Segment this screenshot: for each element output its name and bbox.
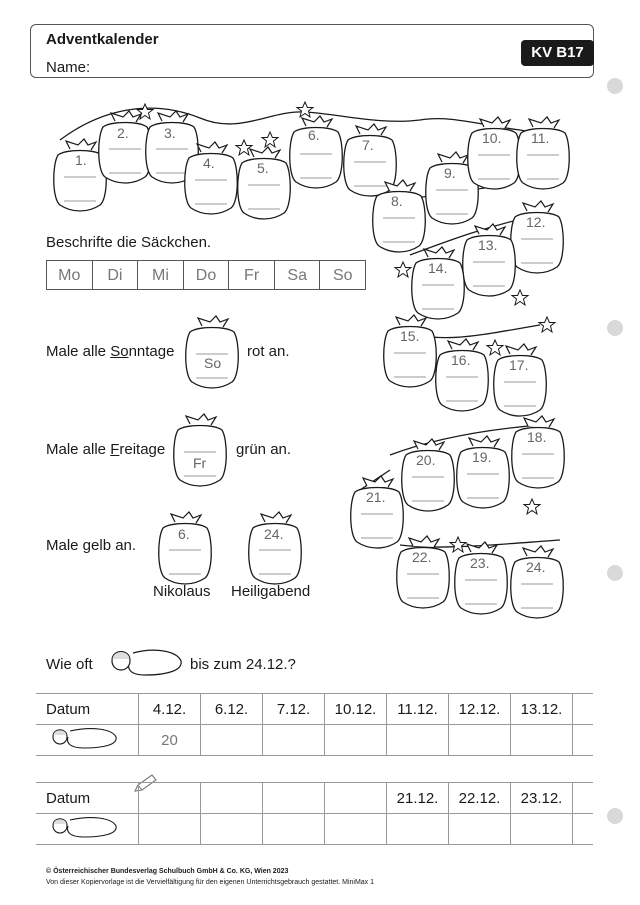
answer-cell[interactable] (511, 725, 573, 756)
date-cell: 6.12. (201, 694, 263, 725)
answer-cell[interactable] (449, 725, 511, 756)
question-prefix: Wie oft (46, 656, 93, 673)
sunday-instruction (46, 343, 174, 360)
date-cell: 11.12. (387, 694, 449, 725)
weekday-cell: Mi (137, 261, 183, 289)
spare-cell (573, 725, 594, 756)
sleeping-figure-icon (46, 725, 126, 751)
answer-cell[interactable] (325, 725, 387, 756)
nikolaus-caption: Nikolaus (153, 583, 211, 600)
heiligabend-sack-number: 24. (264, 526, 284, 542)
name-label: Name: (46, 59, 91, 76)
answer-cell[interactable] (139, 814, 201, 845)
sleep-icon-cell (36, 814, 139, 845)
days-table-1 (36, 693, 593, 756)
sack-number-5: 5. (257, 160, 269, 176)
date-cell[interactable] (325, 783, 387, 814)
worksheet-title: Adventkalender (46, 31, 159, 48)
friday-underlined: F (110, 441, 120, 458)
weekday-row (46, 260, 366, 290)
answer-cell[interactable]: 20 (139, 725, 201, 756)
sack-number-14: 14. (428, 260, 448, 276)
weekday-cell: Do (183, 261, 229, 289)
sunday-color-text: rot an. (247, 343, 290, 360)
answer-cell[interactable] (263, 725, 325, 756)
sack-number-3: 3. (164, 125, 176, 141)
friday-text-before: Male alle (46, 441, 111, 458)
sack-number-1: 1. (75, 152, 87, 168)
sack-number-18: 18. (527, 429, 547, 445)
sunday-underlined: So (110, 343, 129, 360)
answer-cell[interactable] (387, 814, 449, 845)
sack-number-19: 19. (472, 449, 492, 465)
date-cell: 7.12. (263, 694, 325, 725)
question-suffix: bis zum 24.12.? (190, 656, 296, 673)
binder-hole (607, 808, 623, 824)
sack-number-13: 13. (478, 237, 498, 253)
sack-number-15: 15. (400, 328, 420, 344)
heiligabend-caption: Heiligabend (231, 583, 311, 600)
table-row (36, 694, 593, 725)
date-cell[interactable] (201, 783, 263, 814)
date-cell: 10.12. (325, 694, 387, 725)
spare-cell (573, 694, 594, 725)
sunday-text-before: Male alle (46, 343, 111, 360)
table-header-datum: Datum (36, 694, 139, 725)
sleeping-figure-icon (46, 814, 126, 840)
worksheet-code-badge: KV B17 (521, 40, 594, 66)
sleep-icon-cell (36, 725, 139, 756)
sack-number-2: 2. (117, 125, 129, 141)
date-cell: 4.12. (139, 694, 201, 725)
answer-cell[interactable] (511, 814, 573, 845)
table-header-datum: Datum (36, 783, 139, 814)
sack-number-20: 20. (416, 452, 436, 468)
usage-note: Von dieser Kopiervorlage ist die Vervielfältigung für den eigenen Unterrichtsgebrauch gestattet. MiniMax 1 (46, 879, 375, 886)
sack-number-9: 9. (444, 165, 456, 181)
sack-number-12: 12. (526, 214, 546, 230)
yellow-instruction: Male gelb an. (46, 537, 137, 554)
answer-cell[interactable] (201, 725, 263, 756)
date-cell[interactable] (263, 783, 325, 814)
table-row (36, 725, 593, 756)
label-instruction: Beschrifte die Säckchen. (46, 234, 212, 251)
spare-cell (573, 783, 594, 814)
date-cell: 23.12. (511, 783, 573, 814)
sack-number-6: 6. (308, 127, 320, 143)
weekday-cell: Sa (274, 261, 320, 289)
nikolaus-sack-number: 6. (178, 526, 190, 542)
friday-text-after: reitage (119, 441, 166, 458)
sack-number-16: 16. (451, 352, 471, 368)
days-table-2 (36, 782, 593, 845)
date-cell: 21.12. (387, 783, 449, 814)
sack-number-4: 4. (203, 155, 215, 171)
sack-number-23: 23. (470, 555, 490, 571)
spare-cell (573, 814, 594, 845)
sunday-sack-label: So (204, 355, 222, 371)
table-row (36, 814, 593, 845)
sack-number-24: 24. (526, 559, 546, 575)
weekday-cell: Mo (58, 267, 81, 284)
date-cell: 22.12. (449, 783, 511, 814)
weekday-cell: Di (92, 261, 138, 289)
date-cell: 12.12. (449, 694, 511, 725)
sack-number-21: 21. (366, 489, 386, 505)
answer-cell[interactable] (325, 814, 387, 845)
friday-instruction (46, 441, 165, 458)
sack-number-11: 11. (531, 130, 550, 146)
date-cell: 13.12. (511, 694, 573, 725)
answer-cell[interactable] (449, 814, 511, 845)
date-cell[interactable] (139, 783, 201, 814)
sack-number-8: 8. (391, 193, 403, 209)
sack-number-17: 17. (509, 357, 529, 373)
sleeping-figure-icon (105, 645, 185, 679)
answer-cell[interactable] (201, 814, 263, 845)
table-row (36, 783, 593, 814)
weekday-cell: Fr (228, 261, 274, 289)
sack-number-7: 7. (362, 137, 374, 153)
friday-color-text: grün an. (236, 441, 292, 458)
sunday-text-after: nntage (128, 343, 175, 360)
answer-cell[interactable] (263, 814, 325, 845)
copyright-line: © Österreichischer Bundesverlag Schulbuch GmbH & Co. KG, Wien 2023 (46, 868, 289, 875)
friday-sack-label: Fr (193, 455, 207, 471)
sack-number-10: 10. (482, 130, 502, 146)
sack-number-22: 22. (412, 549, 432, 565)
weekday-cell: So (319, 261, 365, 289)
answer-cell[interactable] (387, 725, 449, 756)
